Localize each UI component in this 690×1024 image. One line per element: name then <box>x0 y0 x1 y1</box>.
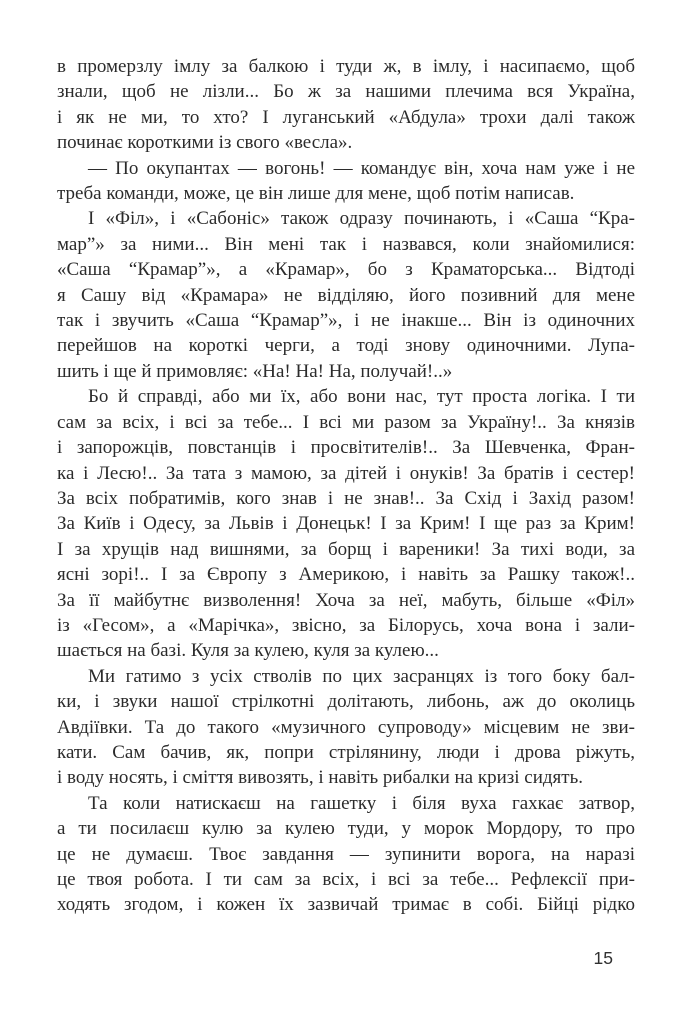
text-line: За Київ і Одесу, за Львів і Донецьк! І за Крим! І ще раз за Крим! <box>57 513 635 535</box>
text-line: ходять згодом, і кожен їх зазвичай тримає в собі. Бійці рідко <box>57 894 635 916</box>
text-line: ки, і звуки нашої стрілкотні долітають, либонь, аж до околиць <box>57 691 635 713</box>
text-line: це не думаєш. Твоє завдання — зупинити ворога, на наразі <box>57 843 635 865</box>
text-line: Авдіївки. Та до такого «музичного супроводу» місцевим не зви- <box>57 716 635 738</box>
text-line: із «Гесом», а «Марічка», звісно, за Білорусь, хоча вона і зали- <box>57 614 635 636</box>
text-line: кати. Сам бачив, як, попри стрілянину, люди і дрова ріжуть, <box>57 741 635 763</box>
text-line: і запорожців, повстанців і просвітителів!.. За Шевченка, Фран- <box>57 437 635 459</box>
text-line: сам за всіх, і всі за тебе... І всі ми разом за Україну!.. За князів <box>57 411 635 433</box>
page-number: 15 <box>593 948 613 968</box>
text-line: і як не ми, то хто? І луганський «Абдула» трохи далі також <box>57 106 635 128</box>
text-line: — По окупантах — вогонь! — командує він, хоча нам уже і не <box>88 157 635 179</box>
text-line: шить і ще й примовляє: «На! На! На, получай!..» <box>57 360 453 382</box>
text-line: І за хрущів над вишнями, за борщ і вареники! За тихі води, за <box>57 538 635 560</box>
page-text <box>57 54 635 918</box>
text-line: Ми гатимо з усіх стволів по цих засранцях із того боку бал- <box>88 665 635 687</box>
text-line: І «Філ», і «Сабоніс» також одразу починають, і «Саша “Кра- <box>88 208 635 230</box>
text-line: За її майбутнє визволення! Хоча за неї, мабуть, більше «Філ» <box>57 589 635 611</box>
text-line: За всіх побратимів, кого знав і не знав!.. За Схід і Захід разом! <box>57 487 635 509</box>
text-line: а ти посилаєш кулю за кулею туди, у морок Мордору, то про <box>57 818 635 840</box>
text-line: шається на базі. Куля за кулею, куля за кулею... <box>57 640 439 662</box>
text-line: ясні зорі!.. І за Європу з Америкою, і навіть за Рашку також!.. <box>57 564 635 586</box>
text-line: починає короткими із свого «весла». <box>57 132 353 154</box>
text-line: я Сашу від «Крамара» не відділяю, його позивний для мене <box>57 284 635 306</box>
text-line: перейшов на короткі черги, а тоді знову одиночними. Лупа- <box>57 335 635 357</box>
text-line: Бо й справді, або ми їх, або вони нас, тут проста логіка. І ти <box>88 386 635 408</box>
text-line: мар”» за ними... Він мені так і назвався, коли знайомилися: <box>57 233 635 255</box>
text-line: це твоя робота. І ти сам за всіх, і всі за тебе... Рефлексії при- <box>57 869 635 890</box>
text-line: знали, щоб не лізли... Бо ж за нашими плечима вся Україна, <box>57 81 635 103</box>
text-line: так і звучить «Саша “Крамар”», і не інакше... Він із одиночних <box>57 310 635 332</box>
text-line: Та коли натискаєш на гашетку і біля вуха гахкає затвор, <box>88 792 635 814</box>
text-line: «Саша “Крамар”», а «Крамар», бо з Краматорська... Відтоді <box>57 259 635 281</box>
text-line: і воду носять, і сміття вивозять, і навіть рибалки на кризі сидять. <box>57 767 583 789</box>
text-line: ка і Лесю!.. За тата з мамою, за дітей і онуків! За братів і сестер! <box>57 462 635 484</box>
text-line: в промерзлу імлу за балкою і туди ж, в імлу, і насипаємо, щоб <box>57 56 635 77</box>
text-line: треба команди, може, це він лише для мене, щоб потім написав. <box>57 183 575 205</box>
